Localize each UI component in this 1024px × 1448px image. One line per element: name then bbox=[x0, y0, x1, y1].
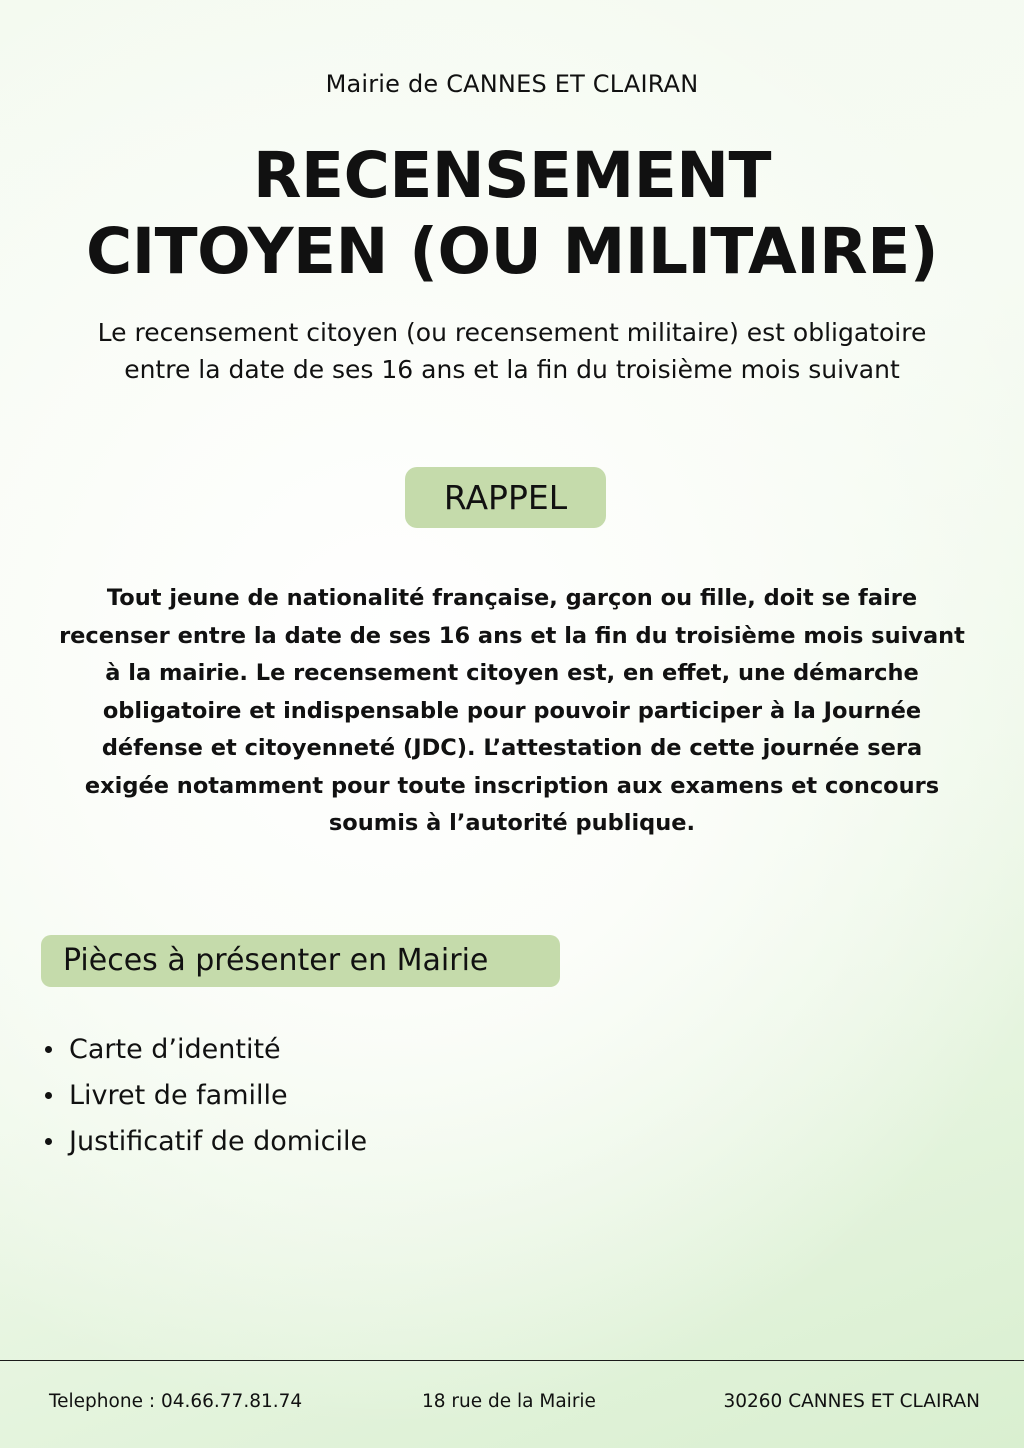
documents-list bbox=[42, 1027, 367, 1165]
title-line-1: RECENSEMENT bbox=[253, 139, 771, 212]
rappel-paragraph: Tout jeune de nationalité française, garçon ou fille, doit se faire recenser entre la date de ses 16 ans et la fin du troisième mois suivant à la mairie. Le recensement citoyen est, en effet, une démarche obligatoire et indispensable pour pouvoir participer à la Journée défense et citoyenneté (JDC). L’attestation de cette journée sera exigée notamment pour toute inscription aux examens et concours soumis à l’autorité publique. bbox=[59, 585, 965, 836]
footer-phone: Telephone : 04.66.77.81.74 bbox=[49, 1391, 303, 1412]
list-item bbox=[42, 1027, 367, 1073]
footer-address: 18 rue de la Mairie bbox=[422, 1391, 596, 1412]
title-line-2: CITOYEN (OU MILITAIRE) bbox=[85, 215, 939, 288]
intro-paragraph: Le recensement citoyen (ou recensement militaire) est obligatoire entre la date de ses 16 ans et la fin du troisième mois suivant bbox=[97, 318, 927, 384]
pieces-header-badge: Pièces à présenter en Mairie bbox=[41, 935, 560, 987]
list-item bbox=[42, 1119, 367, 1165]
bullet-icon bbox=[45, 1138, 52, 1145]
list-item-label: Livret de famille bbox=[69, 1080, 288, 1111]
footer-divider bbox=[0, 1360, 1024, 1361]
list-item-label: Justificatif de domicile bbox=[69, 1126, 368, 1157]
footer-city: 30260 CANNES ET CLAIRAN bbox=[723, 1391, 980, 1412]
rappel-badge: RAPPEL bbox=[405, 467, 606, 528]
list-item bbox=[42, 1073, 367, 1119]
mairie-name: Mairie de CANNES ET CLAIRAN bbox=[325, 70, 699, 98]
bullet-icon bbox=[45, 1046, 52, 1053]
bullet-icon bbox=[45, 1092, 52, 1099]
page-title bbox=[0, 138, 1024, 290]
list-item-label: Carte d’identité bbox=[69, 1034, 281, 1065]
